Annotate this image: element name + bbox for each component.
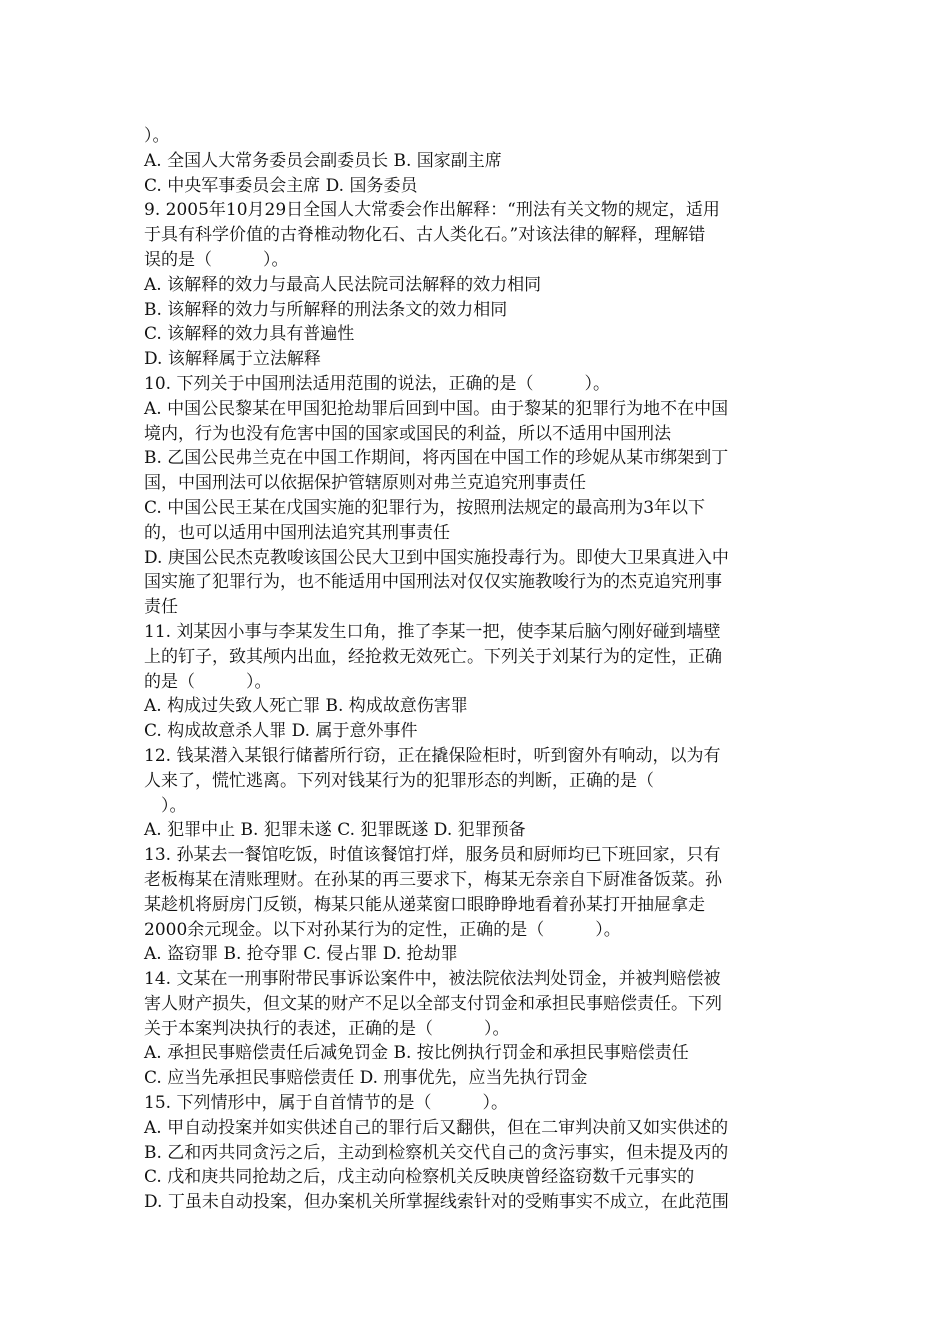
text-line: 上的钉子，致其颅内出血，经抢救无效死亡。下列关于刘某行为的定性，正确 [144,646,722,667]
text-line: 国实施了犯罪行为，也不能适用中国刑法对仅仅实施教唆行为的杰克追究刑事 [144,572,722,593]
text-line: A. 承担民事赔偿责任后减免罚金 B. 按比例执行罚金和承担民事赔偿责任 [144,1043,689,1064]
text-line: A. 构成过失致人死亡罪 B. 构成故意伤害罪 [144,696,468,717]
text-line: 9. 2005年10月29日全国人大常委会作出解释：“刑法有关文物的规定，适用 [144,200,720,221]
text-line: A. 全国人大常务委员会副委员长 B. 国家副主席 [144,150,502,171]
text-line: A. 犯罪中止 B. 犯罪未遂 C. 犯罪既遂 D. 犯罪预备 [144,820,526,841]
text-line: 责任 [144,597,178,618]
text-line: ）。 [144,126,170,146]
text-line: B. 该解释的效力与所解释的刑法条文的效力相同 [144,299,508,320]
text-line: B. 乙国公民弗兰克在中国工作期间，将丙国在中国工作的珍妮从某市绑架到丁 [144,448,729,469]
text-line: 11. 刘某因小事与李某发生口角，推了李某一把，使李某后脑勺刚好碰到墙壁 [144,621,721,642]
text-line: A. 甲自动投案并如实供述自己的罪行后又翻供，但在二审判决前又如实供述的 [144,1117,729,1138]
text-line: 误的是（ ）。 [144,249,289,270]
text-line: A. 中国公民黎某在甲国犯抢劫罪后回到中国。由于黎某的犯罪行为地不在中国 [144,398,729,419]
text-line: D. 该解释属于立法解释 [144,349,321,370]
text-line: ）。 [144,795,187,816]
text-line: 14. 文某在一刑事附带民事诉讼案件中，被法院依法判处罚金，并被判赔偿被 [144,969,721,990]
text-line: 的，也可以适用中国刑法追究其刑事责任 [144,522,450,543]
text-line: D. 丁虽未自动投案，但办案机关所掌握线索针对的受贿事实不成立，在此范围 [144,1192,729,1213]
text-line: 10. 下列关于中国刑法适用范围的说法，正确的是（ ）。 [144,373,610,394]
text-line: 的是（ ）。 [144,671,272,692]
text-line: 人来了，慌忙逃离。下列对钱某行为的犯罪形态的判断，正确的是（ [144,770,654,791]
text-line: 12. 钱某潜入某银行储蓄所行窃，正在撬保险柜时，听到窗外有响动，以为有 [144,745,721,766]
text-line: 国，中国刑法可以依据保护管辖原则对弗兰克追究刑事责任 [144,473,586,494]
text-line: C. 构成故意杀人罪 D. 属于意外事件 [144,721,418,742]
text-line: 关于本案判决执行的表述，正确的是（ ）。 [144,1018,510,1039]
text-line: C. 该解释的效力具有普遍性 [144,324,355,345]
text-line: 13. 孙某去一餐馆吃饭，时值该餐馆打烊，服务员和厨师均已下班回家，只有 [144,845,721,866]
text-line: D. 庚国公民杰克教唆该国公民大卫到中国实施投毒行为。即使大卫果真进入中 [144,547,729,568]
text-line: A. 盗窃罪 B. 抢夺罪 C. 侵占罪 D. 抢劫罪 [144,944,458,965]
text-line: A. 该解释的效力与最高人民法院司法解释的效力相同 [144,274,542,295]
text-line: C. 中国公民王某在戊国实施的犯罪行为，按照刑法规定的最高刑为3年以下 [144,497,706,518]
text-line: 15. 下列情形中，属于自首情节的是（ ）。 [144,1093,508,1114]
text-line: 2000余元现金。以下对孙某行为的定性，正确的是（ ）。 [144,919,621,940]
text-line: 境内，行为也没有危害中国的国家或国民的利益，所以不适用中国刑法 [144,423,671,444]
text-line: C. 中央军事委员会主席 D. 国务委员 [144,175,418,196]
text-line: 害人财产损失，但文某的财产不足以全部支付罚金和承担民事赔偿责任。下列 [144,993,722,1014]
text-line: B. 乙和丙共同贪污之后，主动到检察机关交代自己的贪污事实，但未提及丙的 [144,1142,729,1163]
text-line: 于具有科学价值的古脊椎动物化石、古人类化石。”对该法律的解释，理解错 [144,225,706,246]
text-line: C. 应当先承担民事赔偿责任 D. 刑事优先，应当先执行罚金 [144,1068,588,1089]
text-line: C. 戊和庚共同抢劫之后，戊主动向检察机关反映庚曾经盗窃数千元事实的 [144,1167,695,1188]
document-page [144,124,814,1215]
text-line: 某趁机将厨房门反锁，梅某只能从递菜窗口眼睁睁地看着孙某打开抽屉拿走 [144,894,705,915]
text-line: 老板梅某在清账理财。在孙某的再三要求下，梅某无奈亲自下厨准备饭菜。孙 [144,869,722,890]
